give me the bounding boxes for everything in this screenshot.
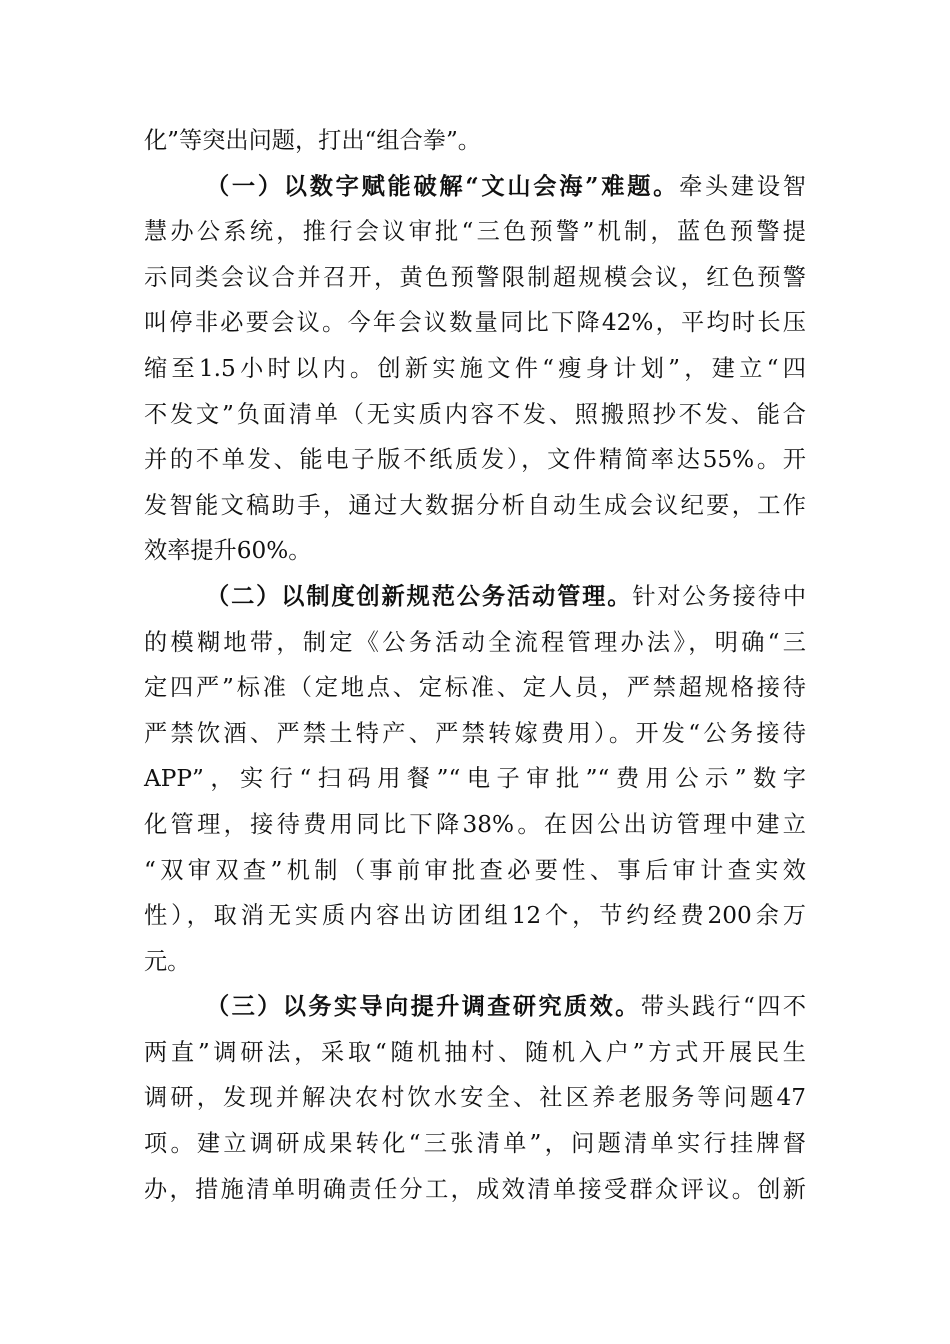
paragraph-continuation	[144, 118, 806, 164]
text-run: 带头践行“四不	[640, 993, 807, 1021]
text-line: 并的不单发、能电子版不纸质发），文件精简率达55%。开	[144, 446, 806, 474]
text-line: 不发文”负面清单（无实质内容不发、照搬照抄不发、能合	[144, 400, 806, 428]
text-line: 效率提升60%。	[144, 537, 312, 565]
text-line: 的模糊地带，制定《公务活动全流程管理办法》，明确“三	[144, 628, 806, 656]
paragraph-institutional-innovation	[144, 574, 806, 984]
text-line: 化管理，接待费用同比下降38%。在因公出访管理中建立	[144, 810, 806, 838]
text-line: 两直”调研法，采取“随机抽村、随机入户”方式开展民生	[144, 1038, 806, 1066]
text-line: 调研，发现并解决农村饮水安全、社区养老服务等问题47	[144, 1084, 806, 1112]
text-line	[144, 164, 806, 210]
text-line	[144, 574, 806, 620]
section-heading-3: （三）以务实导向提升调查研究质效。	[206, 993, 641, 1021]
section-heading-2: （二）以制度创新规范公务活动管理。	[206, 582, 633, 610]
paragraph-digital-empowerment	[144, 164, 806, 574]
text-line: 慧办公系统，推行会议审批“三色预警”机制，蓝色预警提	[144, 218, 806, 246]
text-line	[144, 984, 806, 1030]
text-run: 针对公务接待中	[632, 582, 807, 610]
text-line: 元。	[144, 947, 191, 975]
text-line: 缩至1.5小时以内。创新实施文件“瘦身计划”，建立“四	[144, 354, 806, 382]
text-line: APP”，实行“扫码用餐”“电子审批”“费用公示”数字	[144, 765, 806, 793]
paragraph-research-quality	[144, 984, 806, 1212]
text-line: “双审双查”机制（事前审批查必要性、事后审计查实效	[144, 856, 806, 884]
document-page	[144, 118, 806, 1212]
text-line: 严禁饮酒、严禁土特产、严禁转嫁费用）。开发“公务接待	[144, 719, 806, 747]
text-line: 示同类会议合并召开，黄色预警限制超规模会议，红色预警	[144, 263, 806, 291]
section-heading-1: （一）以数字赋能破解“文山会海”难题。	[206, 172, 680, 200]
text-line: 叫停非必要会议。今年会议数量同比下降42%，平均时长压	[144, 309, 806, 337]
text-line: 项。建立调研成果转化“三张清单”，问题清单实行挂牌督	[144, 1130, 806, 1158]
text-line: 发智能文稿助手，通过大数据分析自动生成会议纪要，工作	[144, 491, 806, 519]
text-line: 性），取消无实质内容出访团组12个，节约经费200余万	[144, 902, 806, 930]
text-line: 办，措施清单明确责任分工，成效清单接受群众评议。创新	[144, 1175, 806, 1203]
text-run: 牵头建设智	[679, 172, 806, 200]
text-line: 化”等突出问题，打出“组合拳”。	[144, 127, 481, 154]
text-line: 定四严”标准（定地点、定标准、定人员，严禁超规格接待	[144, 674, 806, 702]
